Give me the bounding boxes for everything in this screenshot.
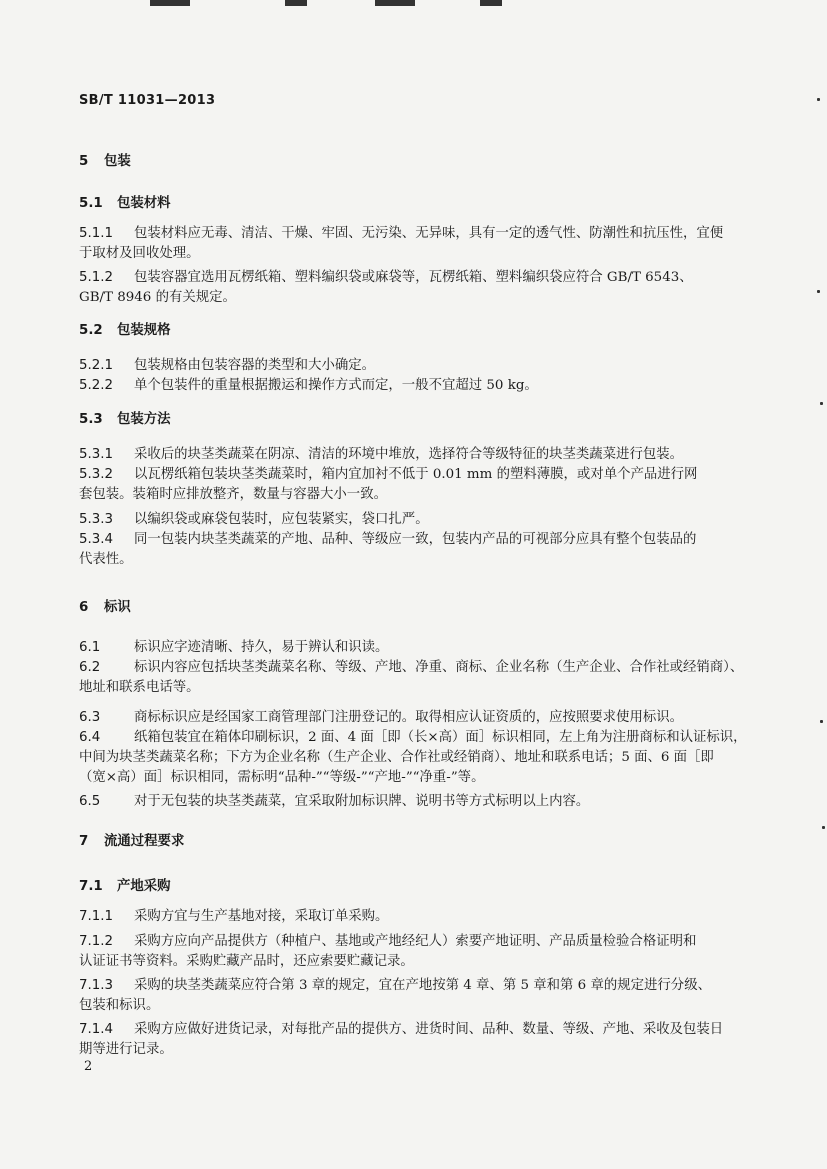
clause-number: 5.3 <box>79 412 103 427</box>
clause-text: 包装规格 <box>117 323 171 338</box>
clause-text: 纸箱包装宜在箱体印刷标识，2 面、4 面［即（长×高）面］标识相同，左上角为注册商标和认证标识， <box>134 730 747 745</box>
clause-line <box>79 976 739 996</box>
clause-text: 标识应字迹清晰、持久，易于辨认和识读。 <box>134 640 389 655</box>
clause-text: 采购方宜与生产基地对接，采取订单采购。 <box>134 909 389 924</box>
clause-text: 包装规格由包装容器的类型和大小确定。 <box>134 358 376 373</box>
scan-artifact-dot <box>822 826 825 829</box>
clause-number: 5.1 <box>79 196 103 211</box>
scan-artifact-mark <box>150 0 190 6</box>
clause-text: GB/T 8946 的有关规定。 <box>79 290 236 305</box>
clause-number: 6.2 <box>79 660 101 675</box>
clause-text: 同一包装内块茎类蔬菜的产地、品种、等级应一致，包装内产品的可视部分应具有整个包装品的 <box>134 532 697 547</box>
clause-text: 中间为块茎类蔬菜名称；下方为企业名称（生产企业、合作社或经销商）、地址和联系电话；5 面、6 面［即 <box>79 750 714 765</box>
clause-line <box>79 907 739 927</box>
clause-text: 产地采购 <box>117 879 171 894</box>
section-heading <box>79 152 739 172</box>
clause-line <box>79 530 739 550</box>
clause-number: 5.3.3 <box>79 512 114 527</box>
standard-code-header: SB/T 11031—2013 <box>79 93 216 108</box>
clause-text: 对于无包装的块茎类蔬菜，宜采取附加标识牌、说明书等方式标明以上内容。 <box>134 794 590 809</box>
clause-number: 5.2.2 <box>79 378 114 393</box>
clause-text: 单个包装件的重量根据搬运和操作方式而定，一般不宜超过 50 kg。 <box>134 378 538 393</box>
clause-text: 包装容器宜选用瓦楞纸箱、塑料编织袋或麻袋等，瓦楞纸箱、塑料编织袋应符合 GB/T 6543、 <box>134 270 693 285</box>
clause-continuation <box>79 768 739 788</box>
section-heading <box>79 598 739 618</box>
clause-continuation <box>79 485 739 505</box>
clause-text: 采购的块茎类蔬菜应符合第 3 章的规定，宜在产地按第 4 章、第 5 章和第 6 章的规定进行分级、 <box>134 978 711 993</box>
clause-number: 6.3 <box>79 710 101 725</box>
clause-line <box>79 1020 739 1040</box>
clause-continuation <box>79 952 739 972</box>
scan-artifact-dot <box>820 720 823 723</box>
clause-text: 标识内容应包括块茎类蔬菜名称、等级、产地、净重、商标、企业名称（生产企业、合作社或经销商）、 <box>134 660 744 675</box>
clause-text: 采购方应做好进货记录，对每批产品的提供方、进货时间、品种、数量、等级、产地、采收及包装日 <box>134 1022 724 1037</box>
clause-number: 7.1.4 <box>79 1022 114 1037</box>
clause-text: 包装方法 <box>117 412 171 427</box>
subsection-heading <box>79 321 739 341</box>
clause-text: 期等进行记录。 <box>79 1042 173 1057</box>
clause-continuation <box>79 550 739 570</box>
clause-continuation <box>79 996 739 1016</box>
clause-text: （宽×高）面］标识相同，需标明“品种-”“等级-”“产地-”“净重-”等。 <box>79 770 485 785</box>
clause-text: 套包装。装箱时应排放整齐，数量与容器大小一致。 <box>79 487 387 502</box>
section-heading <box>79 832 739 852</box>
clause-text: 以编织袋或麻袋包装时，应包装紧实，袋口扎严。 <box>134 512 429 527</box>
page-number: 2 <box>84 1059 93 1074</box>
scan-artifact-dot <box>817 98 820 101</box>
clause-line <box>79 224 739 244</box>
clause-number: 7.1.1 <box>79 909 114 924</box>
subsection-heading <box>79 877 739 897</box>
clause-text: 包装材料 <box>117 196 171 211</box>
clause-continuation <box>79 288 739 308</box>
clause-text: 于取材及回收处理。 <box>79 246 200 261</box>
clause-line <box>79 658 744 678</box>
clause-text: 包装 <box>104 154 131 169</box>
clause-text: 流通过程要求 <box>104 834 185 849</box>
clause-number: 5.2.1 <box>79 358 114 373</box>
clause-continuation <box>79 244 739 264</box>
clause-number: 6 <box>79 600 89 615</box>
clause-line <box>79 708 739 728</box>
clause-continuation <box>79 1040 739 1060</box>
clause-line <box>79 356 739 376</box>
clause-number: 6.1 <box>79 640 101 655</box>
scan-artifact-mark <box>375 0 415 6</box>
clause-text: 商标标识应是经国家工商管理部门注册登记的。取得相应认证资质的，应按照要求使用标识。 <box>134 710 684 725</box>
clause-continuation <box>79 678 739 698</box>
clause-number: 5.3.2 <box>79 467 114 482</box>
clause-line <box>79 510 739 530</box>
scan-artifact-dot <box>820 402 823 405</box>
clause-line <box>79 376 739 396</box>
clause-line <box>79 268 739 288</box>
clause-text: 采收后的块茎类蔬菜在阴凉、清洁的环境中堆放，选择符合等级特征的块茎类蔬菜进行包装。 <box>134 447 684 462</box>
clause-line <box>79 792 739 812</box>
clause-continuation <box>79 748 739 768</box>
clause-text: 认证证书等资料。采购贮藏产品时，还应索要贮藏记录。 <box>79 954 414 969</box>
clause-text: 以瓦楞纸箱包装块茎类蔬菜时，箱内宜加衬不低于 0.01 mm 的塑料薄膜，或对单个产品进行网 <box>134 467 698 482</box>
clause-text: 标识 <box>104 600 131 615</box>
subsection-heading <box>79 410 739 430</box>
clause-text: 采购方应向产品提供方（种植户、基地或产地经纪人）索要产地证明、产品质量检验合格证明和 <box>134 934 697 949</box>
clause-text: 包装材料应无毒、清洁、干燥、牢固、无污染、无异味，具有一定的透气性、防潮性和抗压性，宜便 <box>134 226 724 241</box>
clause-number: 7.1 <box>79 879 103 894</box>
clause-line <box>79 638 739 658</box>
clause-number: 7.1.2 <box>79 934 114 949</box>
clause-number: 5.2 <box>79 323 103 338</box>
clause-number: 5.1.2 <box>79 270 114 285</box>
clause-line <box>79 445 739 465</box>
clause-text: 包装和标识。 <box>79 998 160 1013</box>
clause-line <box>79 465 739 485</box>
clause-number: 6.5 <box>79 794 101 809</box>
clause-number: 5.3.1 <box>79 447 114 462</box>
clause-number: 7 <box>79 834 89 849</box>
clause-line <box>79 932 739 952</box>
clause-number: 6.4 <box>79 730 101 745</box>
clause-text: 代表性。 <box>79 552 133 567</box>
scan-artifact-mark <box>480 0 502 6</box>
clause-number: 7.1.3 <box>79 978 114 993</box>
clause-number: 5.1.1 <box>79 226 114 241</box>
subsection-heading <box>79 194 739 214</box>
clause-line <box>79 728 747 748</box>
clause-text: 地址和联系电话等。 <box>79 680 200 695</box>
clause-number: 5.3.4 <box>79 532 114 547</box>
scan-artifact-mark <box>285 0 307 6</box>
scan-artifact-dot <box>817 290 820 293</box>
clause-number: 5 <box>79 154 89 169</box>
